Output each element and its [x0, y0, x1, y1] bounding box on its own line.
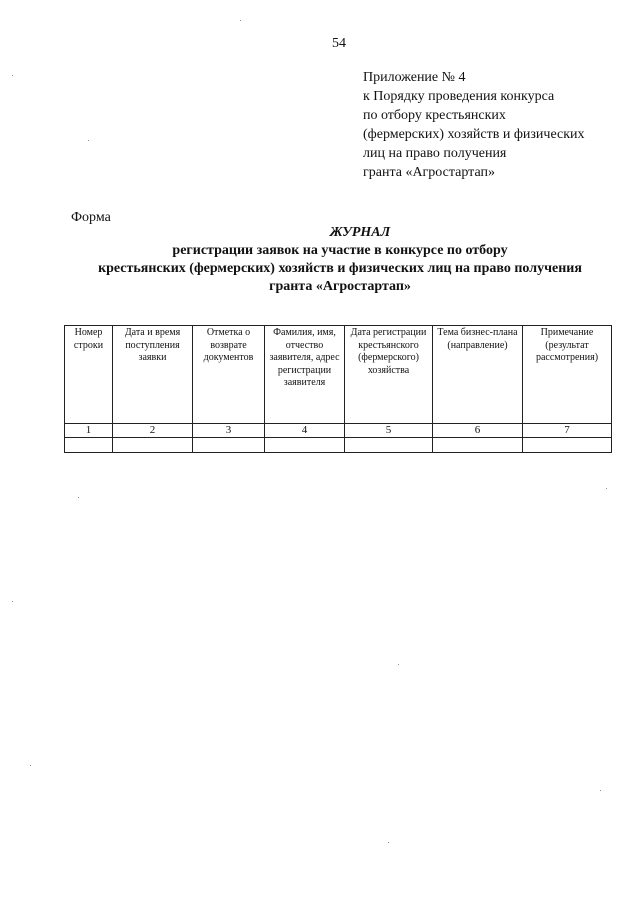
header-row-number: Номер строки — [65, 326, 113, 424]
scan-speck — [388, 842, 389, 843]
header-note: Примечание (результат рассмотрения) — [523, 326, 612, 424]
appendix-line: гранта «Агростартап» — [363, 165, 495, 180]
table-header-row — [65, 326, 612, 424]
scan-speck — [12, 601, 13, 602]
registration-table — [64, 325, 612, 453]
table-cell — [65, 438, 113, 453]
table-cell — [345, 438, 433, 453]
scan-speck — [78, 497, 79, 498]
table-cell — [193, 438, 265, 453]
scan-speck — [600, 790, 601, 791]
journal-heading — [60, 224, 620, 296]
scan-speck — [240, 20, 241, 21]
scan-speck — [88, 140, 89, 141]
appendix-line: (фермерских) хозяйств и физических — [363, 127, 585, 142]
column-number: 7 — [523, 424, 612, 438]
journal-subtitle-line: регистрации заявок на участие в конкурсе по отбору — [172, 243, 508, 258]
header-date-time: Дата и время поступления заявки — [113, 326, 193, 424]
column-number-row — [65, 424, 612, 438]
table-cell — [523, 438, 612, 453]
column-number: 1 — [65, 424, 113, 438]
scan-speck — [606, 488, 607, 489]
header-return-mark: Отметка о возврате документов — [193, 326, 265, 424]
page-number: 54 — [332, 36, 346, 51]
appendix-line: по отбору крестьянских — [363, 108, 506, 123]
column-number: 6 — [433, 424, 523, 438]
column-number: 5 — [345, 424, 433, 438]
table-cell — [433, 438, 523, 453]
appendix-line: лиц на право получения — [363, 146, 507, 161]
scan-speck — [12, 75, 13, 76]
journal-subtitle-line: крестьянских (фермерских) хозяйств и физических лиц на право получения — [98, 261, 582, 276]
form-label: Форма — [71, 210, 111, 225]
scan-speck — [30, 765, 31, 766]
appendix-line: Приложение № 4 — [363, 70, 466, 85]
header-business-plan-topic: Тема бизнес-плана (направление) — [433, 326, 523, 424]
column-number: 3 — [193, 424, 265, 438]
journal-subtitle-line: гранта «Агростартап» — [269, 279, 411, 294]
appendix-note — [363, 68, 623, 182]
table-cell — [265, 438, 345, 453]
table-cell — [113, 438, 193, 453]
appendix-line: к Порядку проведения конкурса — [363, 89, 555, 104]
header-farm-registration-date: Дата регистрации крестьянского (фермерского) хозяйства — [345, 326, 433, 424]
table-row — [65, 438, 612, 453]
header-applicant: Фамилия, имя, отчество заявителя, адрес регистрации заявителя — [265, 326, 345, 424]
column-number: 4 — [265, 424, 345, 438]
scan-speck — [398, 664, 399, 665]
journal-title: ЖУРНАЛ — [329, 225, 391, 240]
column-number: 2 — [113, 424, 193, 438]
